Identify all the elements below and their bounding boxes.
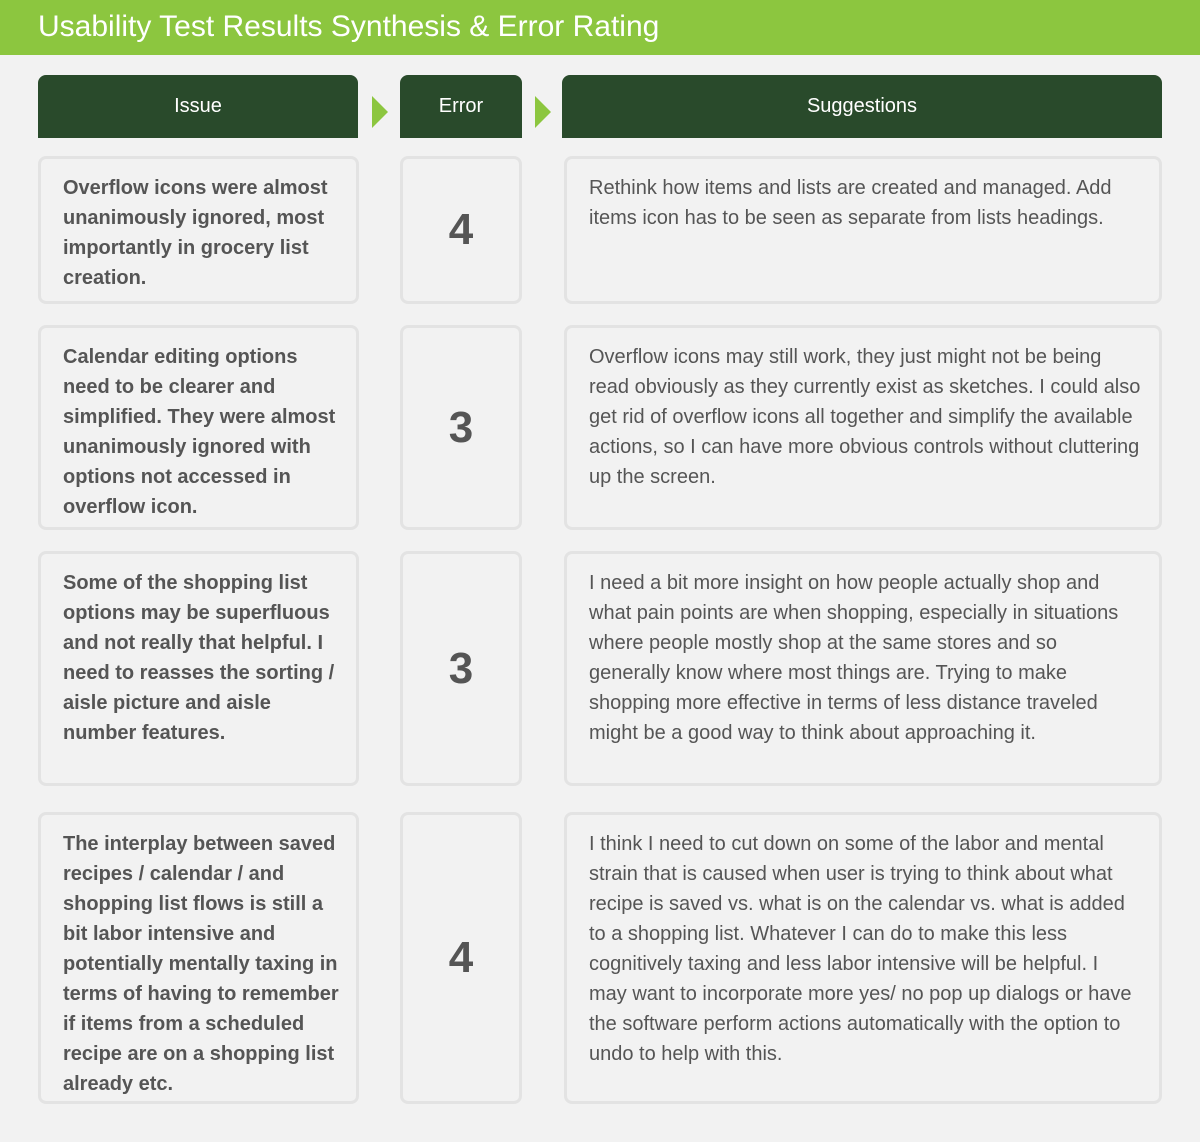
issue-card: [38, 156, 359, 304]
error-card: [400, 325, 522, 530]
error-card: [400, 551, 522, 786]
suggestion-card: [564, 551, 1162, 786]
issue-text: Calendar editing options need to be clearer and simplified. They were almost unanimously ignored with options not accessed in overflow icon.: [63, 346, 336, 518]
title-bar: [0, 0, 1200, 55]
suggestion-card: [564, 325, 1162, 530]
issue-card: [38, 551, 359, 786]
error-rating: 4: [448, 933, 474, 982]
suggestion-text: I need a bit more insight on how people actually shop and what pain points are when shopping, especially in situations where people mostly shop at the same stores and so generally know where most things are. Trying to make shopping more effective in terms of less distance traveled might be a good way to think about approaching it.: [589, 572, 1119, 744]
arrow-right-icon: [535, 96, 551, 128]
suggestion-text: Rethink how items and lists are created and managed. Add items icon has to be seen as separate from lists headings.: [589, 177, 1112, 229]
suggestion-text: Overflow icons may still work, they just might not be being read obviously as they currently exist as sketches. I could also get rid of overflow icons all together and simplify the available actions, so I can have more obvious controls without cluttering up the screen.: [589, 346, 1141, 488]
suggestion-card: [564, 812, 1162, 1104]
issue-card: [38, 812, 359, 1104]
issue-text: The interplay between saved recipes / calendar / and shopping list flows is still a bit labor intensive and potentially mentally taxing in terms of having to remember if items from a scheduled recipe are on a shopping list already etc.: [63, 833, 339, 1095]
error-card: [400, 156, 522, 304]
issue-text: Overflow icons were almost unanimously ignored, most importantly in grocery list creation.: [63, 177, 328, 289]
page-title: Usability Test Results Synthesis & Error Rating: [38, 10, 660, 43]
header-error: Error: [400, 75, 522, 138]
issue-card: [38, 325, 359, 530]
arrow-right-icon: [372, 96, 388, 128]
error-rating: 3: [448, 402, 474, 452]
error-rating: 4: [448, 205, 474, 254]
header-issue: Issue: [38, 75, 358, 138]
issue-text: Some of the shopping list options may be superfluous and not really that helpful. I need to reasses the sorting / aisle picture and aisle number features.: [63, 572, 335, 744]
header-suggestions: Suggestions: [562, 75, 1162, 138]
suggestion-card: [564, 156, 1162, 304]
error-rating: 3: [448, 643, 474, 693]
suggestion-text: I think I need to cut down on some of the labor and mental strain that is caused when user is trying to think about what recipe is saved vs. what is on the calendar vs. what is added to a shopping list. Whatever I can do to make this less cognitively taxing and less labor intensive will be helpful. I may want to incorporate more yes/ no pop up dialogs or have the software perform actions automatically with the option to undo to help with this.: [589, 833, 1132, 1065]
error-card: [400, 812, 522, 1104]
